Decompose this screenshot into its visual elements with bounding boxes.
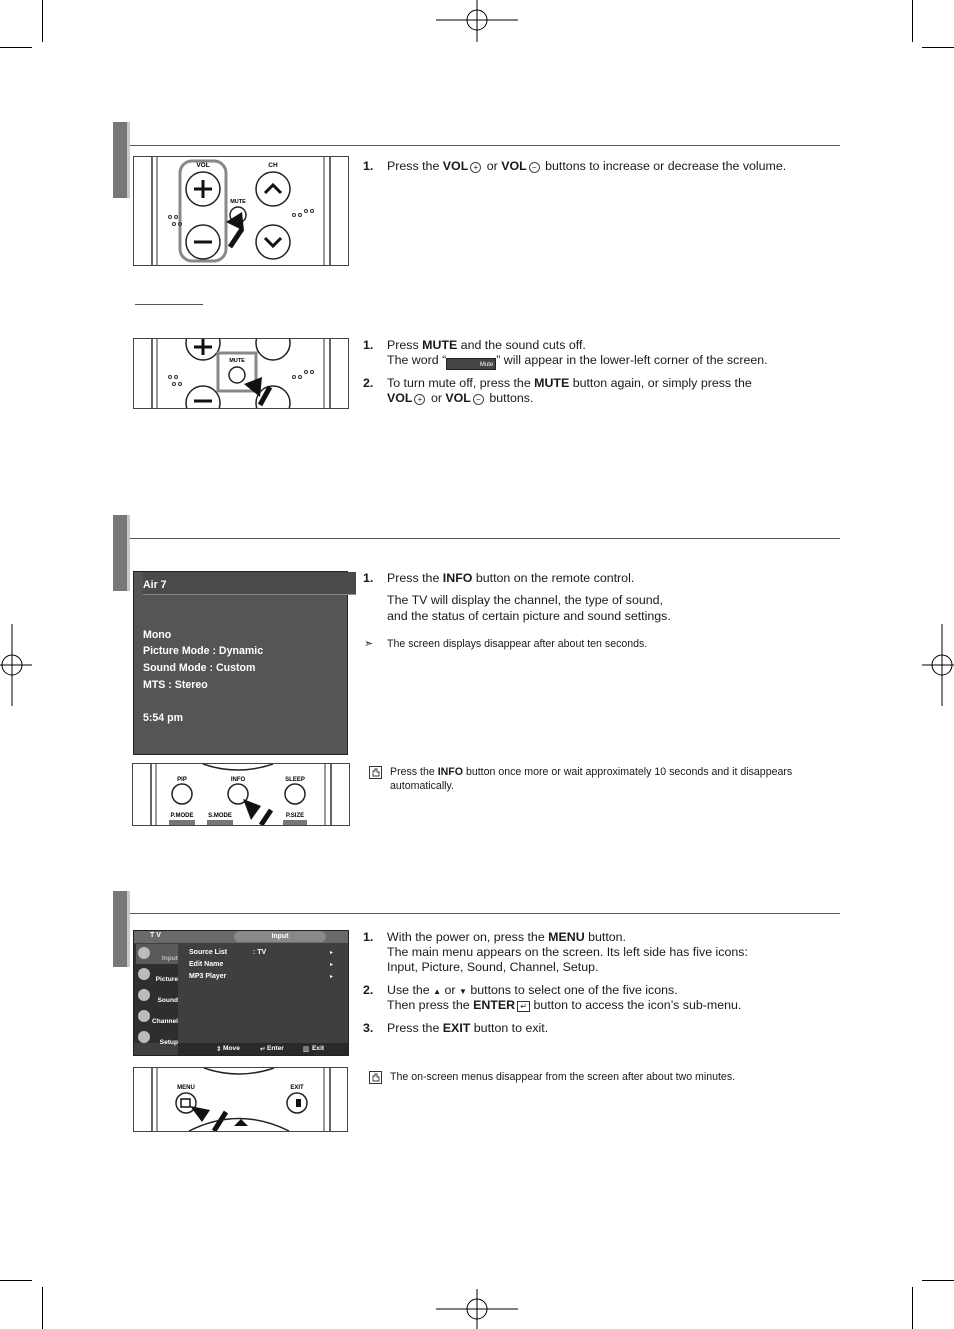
registration-mark-icon xyxy=(0,624,32,706)
menu-row-label: Edit Name xyxy=(189,961,224,968)
crop-mark xyxy=(0,47,32,48)
tip-info xyxy=(364,637,648,651)
crop-mark xyxy=(42,0,43,42)
info-key: INFO xyxy=(437,766,464,778)
step-text: buttons to select one of the five icons. xyxy=(466,983,678,997)
vol-key: VOL xyxy=(387,391,413,405)
menu-row-mp3-player[interactable] xyxy=(189,973,226,980)
crop-mark xyxy=(922,1280,954,1281)
step-text: button. xyxy=(584,930,626,944)
remote-volume-drawing xyxy=(134,157,348,265)
pmode-label: P.MODE xyxy=(170,813,194,819)
section-header-bar xyxy=(113,515,130,591)
menu-item-label: Sound xyxy=(157,997,178,1004)
osd-sound-type: Mono xyxy=(143,629,172,641)
note-hand-icon xyxy=(369,1071,382,1084)
step-text: buttons. xyxy=(489,391,534,405)
registration-mark-icon xyxy=(922,624,954,706)
remote-menu-illustration xyxy=(133,1067,348,1132)
note-text: button once more or wait approximately 10 seconds and it disappears xyxy=(463,766,793,778)
exit-key: EXIT xyxy=(442,1021,471,1035)
vol-key: VOL xyxy=(501,159,527,173)
chevron-right-icon: ▸ xyxy=(330,974,334,980)
step-text: Use the xyxy=(387,983,434,997)
exit-icon: ▥ xyxy=(303,1046,310,1053)
enter-key: ENTER xyxy=(473,998,516,1012)
menu-title: Input xyxy=(271,933,289,940)
remote-info-illustration xyxy=(132,763,350,826)
menu-top-bar xyxy=(134,931,348,943)
section-header-bar xyxy=(113,891,130,967)
sound-icon xyxy=(138,989,150,1001)
step-number: 1. xyxy=(363,159,374,173)
pip-label: PIP xyxy=(177,777,187,783)
section-divider xyxy=(130,538,840,539)
menu-item-sound[interactable] xyxy=(136,986,178,1006)
crop-mark xyxy=(922,47,954,48)
psize-label: P.SIZE xyxy=(285,813,305,819)
step-text: or xyxy=(441,983,459,997)
step-text: Input, Picture, Sound, Channel, Setup. xyxy=(387,960,599,974)
mute-badge-text: Mute xyxy=(479,362,494,368)
down-arrow-icon: ▼ xyxy=(458,987,467,996)
osd-channel: Air 7 xyxy=(143,579,167,591)
step-number: 1. xyxy=(363,338,374,352)
enter-icon: ↵ xyxy=(260,1046,266,1053)
remote-volume-illustration xyxy=(133,156,349,266)
note-hand-icon xyxy=(369,766,382,779)
setup-icon xyxy=(138,1031,150,1043)
step-number: 2. xyxy=(363,376,374,390)
footer-enter: Enter xyxy=(267,1045,284,1052)
menu-tv-label: T V xyxy=(150,932,161,939)
vol-up-icon: + xyxy=(470,162,481,173)
menu-item-picture[interactable] xyxy=(136,965,178,985)
input-icon xyxy=(138,947,150,959)
menu-row-source-list[interactable] xyxy=(189,949,267,956)
chevron-right-icon: ▸ xyxy=(330,950,334,956)
mute-key: MUTE xyxy=(422,338,458,352)
step-text: ” will appear in the lower-left corner of the screen. xyxy=(496,353,768,367)
arrow-tip-icon: ➣ xyxy=(364,638,374,650)
menu-row-label: MP3 Player xyxy=(189,973,227,980)
step-text: button again, or simply press the xyxy=(569,376,752,390)
menu-item-label: Setup xyxy=(159,1039,178,1046)
menu-item-setup[interactable] xyxy=(136,1028,178,1048)
menu-item-label: Channel xyxy=(151,1018,178,1025)
info-key: INFO xyxy=(442,571,473,585)
step-text: The TV will display the channel, the type of sound, xyxy=(387,593,663,607)
mute-label: MUTE xyxy=(229,358,245,364)
picture-icon xyxy=(138,968,150,980)
exit-label: EXIT xyxy=(290,1085,304,1091)
subsection-underline xyxy=(135,304,203,305)
remote-menu-drawing xyxy=(134,1068,347,1131)
move-icon: ⇕ xyxy=(216,1046,222,1053)
crop-mark xyxy=(0,1280,32,1281)
info-label: INFO xyxy=(230,777,246,783)
step-text: or xyxy=(486,159,502,173)
crop-mark xyxy=(912,1287,913,1329)
step-text: The main menu appears on the screen. Its left side has five icons: xyxy=(387,945,748,959)
menu-label: MENU xyxy=(177,1085,195,1091)
menu-footer xyxy=(178,1043,348,1055)
menu-item-label: Input xyxy=(161,955,178,962)
remote-mute-drawing xyxy=(134,339,348,408)
step-text: Press the xyxy=(387,159,443,173)
section-header-bar xyxy=(113,122,130,198)
osd-time: 5:54 pm xyxy=(143,712,184,724)
note-text: The on-screen menus disappear from the screen after about two minutes. xyxy=(390,1071,736,1083)
note-text: Press the xyxy=(390,766,438,778)
menu-title-tab xyxy=(234,931,326,942)
channel-icon xyxy=(138,1010,150,1022)
step-number: 2. xyxy=(363,983,374,997)
vol-key: VOL xyxy=(442,159,469,173)
crop-mark xyxy=(42,1287,43,1329)
mute-badge xyxy=(446,358,496,370)
mute-label: MUTE xyxy=(230,199,246,205)
crop-mark xyxy=(912,0,913,42)
step-text: Press the xyxy=(387,1021,443,1035)
step-text: or xyxy=(430,391,446,405)
step-text: and the status of certain picture and sound settings. xyxy=(387,609,671,623)
sleep-label: SLEEP xyxy=(285,777,305,783)
osd-picture-mode: Picture Mode : Dynamic xyxy=(143,645,264,657)
menu-row-label: Source List xyxy=(189,949,228,956)
step-text: button to access the icon’s sub-menu. xyxy=(530,998,742,1012)
tip-text: The screen displays disappear after about ten seconds. xyxy=(387,638,648,650)
info-osd-screen xyxy=(133,571,348,755)
registration-mark-icon xyxy=(436,1289,518,1329)
osd-sound-mode: Sound Mode : Custom xyxy=(143,662,256,674)
menu-item-label: Picture xyxy=(155,976,178,983)
step-text: button to exit. xyxy=(470,1021,549,1035)
menu-row-value: : TV xyxy=(253,949,267,956)
chevron-right-icon: ▸ xyxy=(330,962,334,968)
footer-move: Move xyxy=(223,1045,240,1052)
vol-down-icon: − xyxy=(529,162,540,173)
vol-label: VOL xyxy=(196,162,210,169)
step-text: buttons to increase or decrease the volume. xyxy=(545,159,787,173)
osd-mts: MTS : Stereo xyxy=(143,679,208,691)
footer-exit: Exit xyxy=(312,1045,325,1052)
menu-key: MENU xyxy=(548,930,585,944)
vol-up-icon: + xyxy=(414,394,425,405)
mute-key: MUTE xyxy=(534,376,570,390)
step-number: 1. xyxy=(363,571,374,585)
registration-mark-icon xyxy=(436,0,518,42)
vol-down-icon: − xyxy=(473,394,484,405)
section-divider xyxy=(130,913,840,914)
step-text: The word “ xyxy=(387,353,447,367)
note-text: automatically. xyxy=(390,780,454,792)
step-text: and the sound cuts off. xyxy=(457,338,586,352)
step-number: 3. xyxy=(363,1021,374,1035)
step-text: With the power on, press the xyxy=(387,930,549,944)
remote-info-drawing xyxy=(133,764,349,825)
menu-item-input[interactable] xyxy=(136,944,178,964)
menu-row-edit-name[interactable] xyxy=(189,961,223,968)
main-menu-osd xyxy=(133,930,349,1056)
step-text: Press the xyxy=(387,571,443,585)
step-text: Then press the xyxy=(387,998,474,1012)
step-text: button on the remote control. xyxy=(472,571,635,585)
smode-label: S.MODE xyxy=(208,813,232,819)
ch-label: CH xyxy=(268,162,278,169)
step-text: To turn mute off, press the xyxy=(387,376,535,390)
step-text: Press xyxy=(387,338,423,352)
menu-icon-column xyxy=(134,944,178,1046)
menu-item-channel[interactable] xyxy=(136,1007,178,1027)
vol-key: VOL xyxy=(445,391,471,405)
enter-icon: ↵ xyxy=(517,1001,530,1012)
step-number: 1. xyxy=(363,930,374,944)
remote-mute-illustration xyxy=(133,338,349,409)
section-divider xyxy=(130,145,840,146)
up-arrow-icon: ▲ xyxy=(433,987,442,996)
